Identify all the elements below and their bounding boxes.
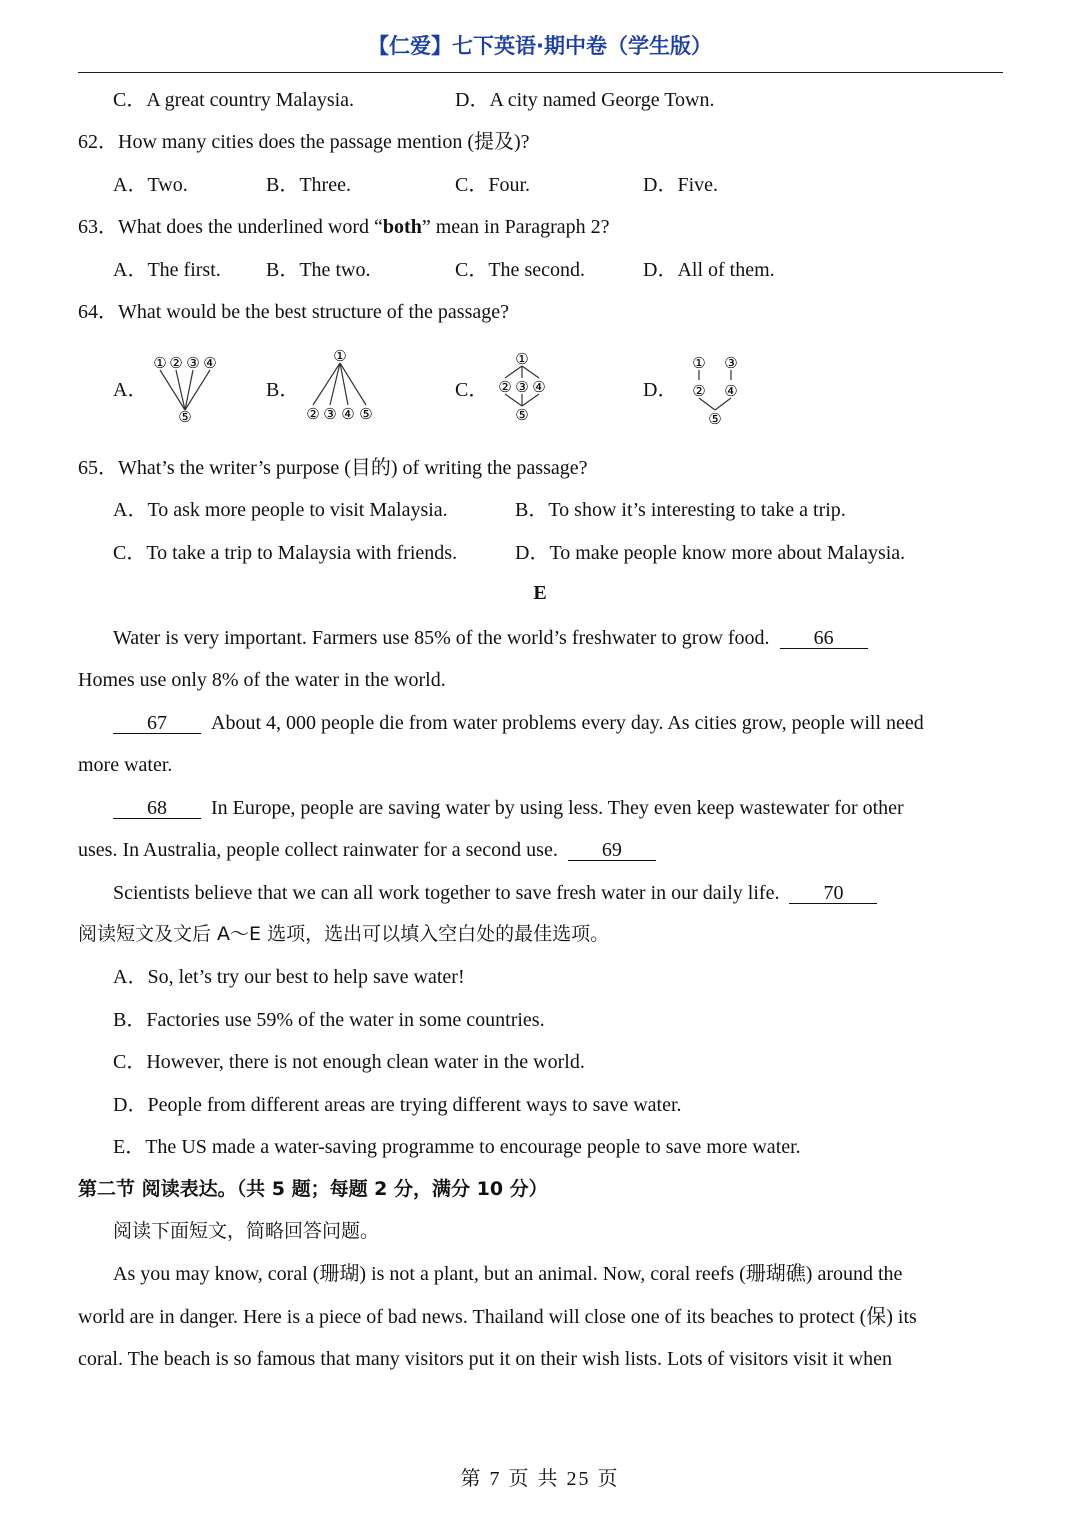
q63-option-d: D．All of them. [643, 259, 775, 281]
section-e-paragraph-2: 67 About 4, 000 people die from water problems every day. As cities grow, people will need [113, 711, 924, 735]
section-e-instruction: 阅读短文及文后 A～E 选项，选出可以填入空白处的最佳选项。 [78, 923, 610, 945]
q65-option-c: C．To take a trip to Malaysia with friends. [113, 542, 458, 564]
diagram-a-node-2: ② [169, 354, 183, 372]
q65-option-b: B．To show it’s interesting to take a trip. [515, 499, 846, 521]
diagram-d-node-3: ③ [724, 354, 738, 372]
blank-68[interactable]: 68 [113, 798, 201, 819]
q62-option-c: C．Four. [455, 174, 531, 196]
section-2-title: 第二节 阅读表达。（共 5 题；每题 2 分，满分 10 分） [78, 1178, 548, 1200]
q63-bold-word: both [382, 216, 422, 238]
diagram-d-node-4: ④ [724, 382, 738, 400]
choice-e: E．The US made a water-saving programme to encourage people to save more water. [113, 1136, 801, 1158]
diagram-b-node-4: ④ [341, 405, 355, 423]
q61-option-c: C．A great country Malaysia. [113, 89, 355, 111]
choice-d: D．People from different areas are trying different ways to save water. [113, 1094, 682, 1116]
diagram-d-node-2: ② [692, 382, 706, 400]
page-footer: 第 7 页 共 25 页 [460, 1468, 620, 1490]
diagram-a-node-1: ① [153, 354, 167, 372]
passage-line-2: world are in danger. Here is a piece of bad news. Thailand will close one of its beaches to protect (保) its [78, 1306, 917, 1328]
structure-diagram-a [148, 350, 223, 431]
q65-stem: 65．What’s the writer’s purpose (目的) of writing the passage? [78, 457, 588, 479]
q62-option-d: D．Five. [643, 174, 719, 196]
passage-line-1: As you may know, coral (珊瑚) is not a plant, but an animal. Now, coral reefs (珊瑚礁) around the [113, 1263, 903, 1285]
section-e-heading: E [533, 582, 547, 604]
q63-option-b: B．The two. [266, 259, 371, 281]
section-e-paragraph-4: Scientists believe that we can all work together to save fresh water in our daily life. 70 [113, 881, 877, 905]
diagram-d-node-5: ⑤ [708, 410, 722, 428]
diagram-a-node-5: ⑤ [178, 408, 192, 426]
passage-line-3: coral. The beach is so famous that many visitors put it on their wish lists. Lots of visitors visit it when [78, 1348, 892, 1370]
diagram-a-node-3: ③ [186, 354, 200, 372]
q63-stem: 63．What does the underlined word “both” mean in Paragraph 2? [78, 216, 610, 238]
choice-a: A．So, let’s try our best to help save water! [113, 966, 465, 988]
q61-option-d: D．A city named George Town. [455, 89, 715, 111]
q64-option-c-letter: C． [455, 379, 489, 401]
diagram-b-node-1: ① [333, 347, 347, 365]
blank-69[interactable]: 69 [568, 840, 656, 861]
q64-stem: 64．What would be the best structure of the passage? [78, 301, 509, 323]
blank-67[interactable]: 67 [113, 713, 201, 734]
q62-stem: 62．How many cities does the passage mention (提及)? [78, 131, 530, 153]
section-e-paragraph-3-cont: uses. In Australia, people collect rainwater for a second use. 69 [78, 838, 656, 862]
q62-option-b: B．Three. [266, 174, 351, 196]
section-2-instruction: 阅读下面短文，简略回答问题。 [113, 1220, 380, 1242]
q62-option-a: A．Two. [113, 174, 188, 196]
blank-70[interactable]: 70 [789, 883, 877, 904]
section-e-paragraph-1: Water is very important. Farmers use 85% of the world’s freshwater to grow food. 66 [113, 626, 868, 650]
q64-option-b-letter: B． [266, 379, 300, 401]
diagram-b-node-3: ③ [323, 405, 337, 423]
diagram-b-node-5: ⑤ [359, 405, 373, 423]
structure-diagram-b [300, 345, 380, 431]
choice-c: C．However, there is not enough clean water in the world. [113, 1051, 585, 1073]
structure-diagram-c [495, 348, 555, 434]
diagram-a-node-4: ④ [203, 354, 217, 372]
q65-option-a: A．To ask more people to visit Malaysia. [113, 499, 448, 521]
diagram-d-node-1: ① [692, 354, 706, 372]
choice-b: B．Factories use 59% of the water in some countries. [113, 1009, 545, 1031]
diagram-b-node-2: ② [306, 405, 320, 423]
q64-option-d-letter: D． [643, 379, 678, 401]
diagram-c-node-5: ⑤ [515, 406, 529, 424]
q64-option-a-letter: A． [113, 379, 148, 401]
diagram-c-node-2: ② [498, 378, 512, 396]
q63-option-a: A．The first. [113, 259, 221, 281]
structure-diagram-d [685, 352, 750, 438]
q65-option-d: D．To make people know more about Malaysia. [515, 542, 906, 564]
page-header-title: 【仁爱】七下英语·期中卷（学生版） [368, 34, 712, 58]
section-e-paragraph-2-cont: more water. [78, 754, 173, 776]
header-divider [78, 72, 1003, 73]
q63-option-c: C．The second. [455, 259, 585, 281]
diagram-c-node-1: ① [515, 350, 529, 368]
blank-66[interactable]: 66 [780, 628, 868, 649]
section-e-paragraph-3: 68 In Europe, people are saving water by using less. They even keep wastewater for other [113, 796, 904, 820]
diagram-c-node-3: ③ [515, 378, 529, 396]
section-e-paragraph-1-cont: Homes use only 8% of the water in the world. [78, 669, 446, 691]
diagram-c-node-4: ④ [532, 378, 546, 396]
